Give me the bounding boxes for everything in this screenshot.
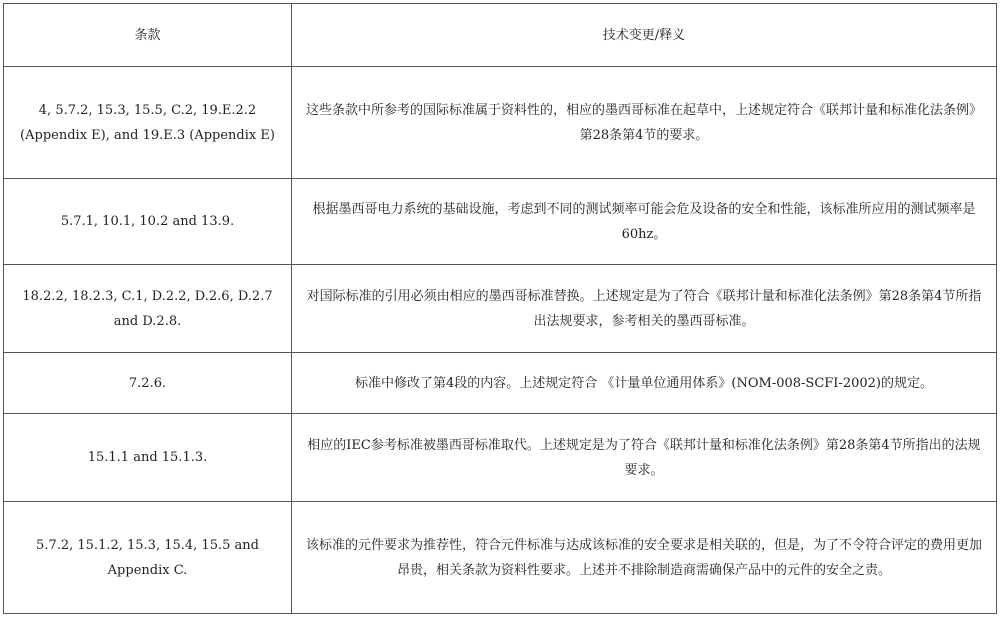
change-cell: 相应的IEC参考标准被墨西哥标准取代。上述规定是为了符合《联邦计量和标准化法条例》第28条第4节所指出的法规要求。 [292, 414, 997, 502]
clause-cell: 4, 5.7.2, 15.3, 15.5, C.2, 19.E.2.2 (Appendix E), and 19.E.3 (Appendix E) [4, 67, 292, 179]
clause-cell: 15.1.1 and 15.1.3. [4, 414, 292, 502]
table-header-row [4, 4, 997, 67]
table-row [4, 414, 997, 502]
table-row [4, 265, 997, 353]
column-header-clause: 条款 [4, 4, 292, 67]
table-row [4, 67, 997, 179]
change-cell: 根据墨西哥电力系统的基础设施，考虑到不同的测试频率可能会危及设备的安全和性能，该标准所应用的测试频率是60hz。 [292, 179, 997, 265]
column-header-change: 技术变更/释义 [292, 4, 997, 67]
table-row [4, 353, 997, 414]
table-row [4, 502, 997, 614]
clause-cell: 5.7.1, 10.1, 10.2 and 13.9. [4, 179, 292, 265]
change-cell: 该标准的元件要求为推荐性，符合元件标准与达成该标准的安全要求是相关联的，但是，为了不令符合评定的费用更加昂贵，相关条款为资料性要求。上述并不排除制造商需确保产品中的元件的安全之责。 [292, 502, 997, 614]
clause-cell: 18.2.2, 18.2.3, C.1, D.2.2, D.2.6, D.2.7 and D.2.8. [4, 265, 292, 353]
clause-cell: 5.7.2, 15.1.2, 15.3, 15.4, 15.5 and Appendix C. [4, 502, 292, 614]
clause-cell: 7.2.6. [4, 353, 292, 414]
clause-change-table [3, 3, 997, 614]
change-cell: 这些条款中所参考的国际标准属于资料性的，相应的墨西哥标准在起草中，上述规定符合《联邦计量和标准化法条例》第28条第4节的要求。 [292, 67, 997, 179]
change-cell: 标准中修改了第4段的内容。上述规定符合 《计量单位通用体系》(NOM-008-SCFI-2002)的规定。 [292, 353, 997, 414]
table-row [4, 179, 997, 265]
change-cell: 对国际标准的引用必须由相应的墨西哥标准替换。上述规定是为了符合《联邦计量和标准化法条例》第28条第4节所指出法规要求，参考相关的墨西哥标准。 [292, 265, 997, 353]
